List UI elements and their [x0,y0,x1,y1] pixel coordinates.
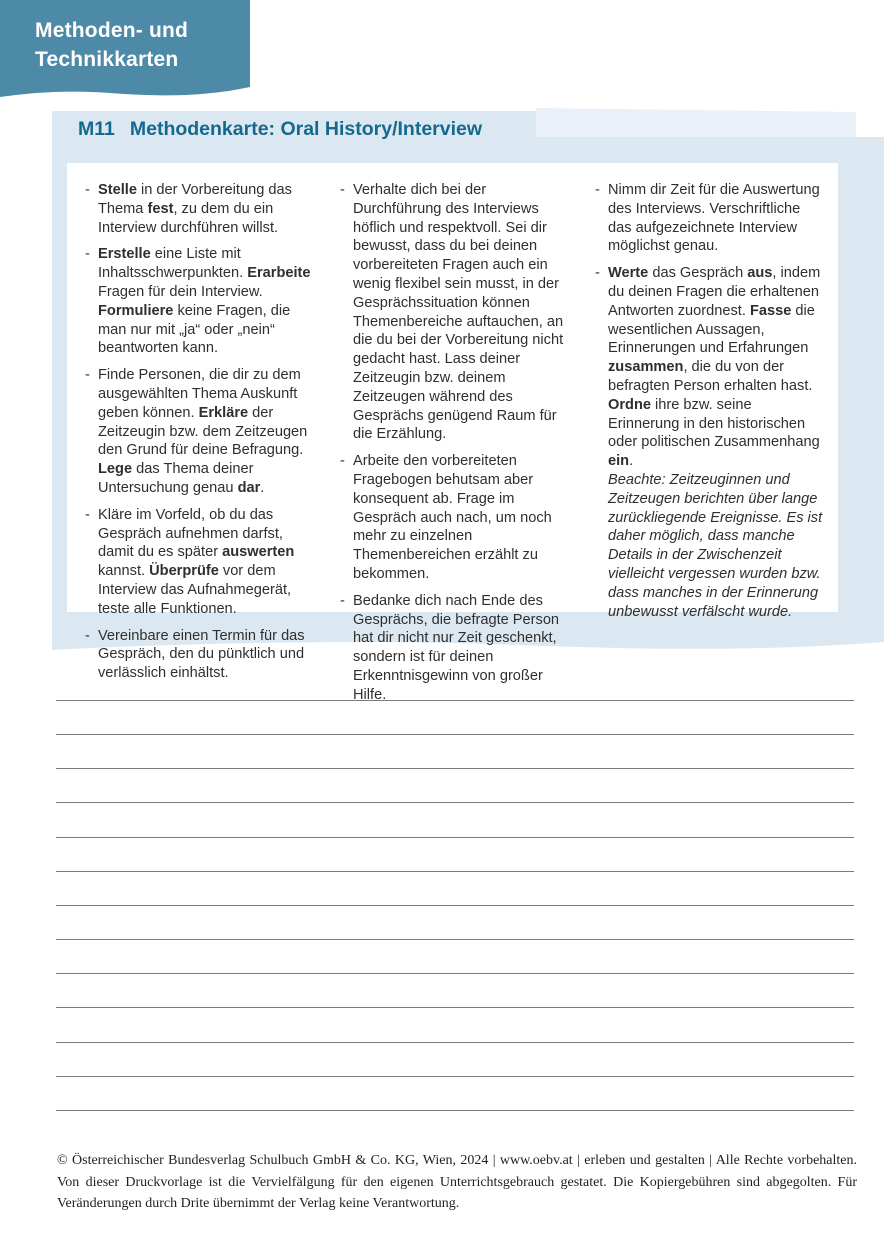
column-evaluation [595,181,824,620]
step-text: Formuliere [98,302,174,319]
step-text: die wesentlichen Aussagen, Erinnerungen und Erfahrungen [608,302,815,357]
step-text: fest [147,200,174,217]
step-text: das Gespräch [648,265,748,282]
step-text: Ordne [608,396,651,413]
bullet-dash: - [340,592,345,609]
writing-line [56,1110,854,1144]
writing-line [56,871,854,905]
step-text: der Zeitzeugin bzw. dem Zeitzeugen den Grund für deine Befragung. [98,404,308,459]
step-text: das Thema deiner Untersuchung genau [98,461,254,496]
step-text: . [629,453,634,470]
writing-line [56,905,854,939]
step-text: Erstelle [98,246,151,263]
method-step [340,452,569,584]
step-text: Nimm dir Zeit für die Auswertung des Interviews. Verschriftliche das aufgezeichnete Interview möglichst genau. [608,182,820,255]
highlight-strip-shape [536,108,856,138]
step-text: Überprüfe [149,563,219,580]
bullet-dash: - [85,627,90,644]
step-text: , die du von der befragten Person erhalten hast. [608,359,813,394]
method-step [595,264,824,621]
step-text: Verhalte dich bei der Durchführung des Interviews höflich und respektvoll. Sei dir bewusst, dass du bei deinen vorbereiteten Fragen auch ein wenig flexibel sein musst, in der Gesprächssituation können Themenbereiche auftauchen, an die du bei der Vorbereitung nicht gedacht hast. Lass deiner Zeitzeugin bzw. deinem Zeitzeugen während des Gesprächs genügend Raum für die Erzählung. [353,182,564,443]
method-step [340,181,569,444]
step-text: Fasse [749,302,792,319]
banner [35,16,188,74]
writing-line [56,802,854,836]
step-text: Erarbeite [247,265,311,282]
step-text: ihre bzw. seine Erinnerung in den historischen oder politischen Zusammenhang [608,396,820,451]
writing-lines [56,700,854,1144]
step-text: Kläre im Vorfeld, ob du das Gespräch aufnehmen darfst, damit du es später [98,506,283,561]
step-text: auswerten [222,544,295,561]
step-text: Bedanke dich nach Ende des Gesprächs, die befragte Person hat dir nicht nur Zeit geschenkt, sondern ist für deinen Erkenntnisgewinn von großer Hilfe. [353,592,560,703]
step-text: Vereinbare einen Termin für das Gespräch, den du pünktlich und verlässlich einhältst. [98,627,305,682]
bullet-dash: - [595,182,600,198]
method-step [595,181,824,256]
copyright-footer: © Österreichischer Bundesverlag Schulbuch GmbH & Co. KG, Wien, 2024 | www.oebv.at | erleben und gestalten | Alle Rechte vorbehalten. Von dieser Druckvorlage ist die Vervielfälgung für den eigenen Unterrichtsgebrauch gestatet. Die Kopiergebühren sind abgegolten. Für Veränderungen durch Drite übernimmt der Verlag keine Verantwortung. [57,1153,857,1211]
bullet-dash: - [340,182,345,198]
step-text: dar [237,479,261,496]
step-text: Stelle [98,182,137,198]
step-text: Erkläre [198,404,249,421]
writing-line [56,1042,854,1076]
step-text: in der Vorbereitung das Thema [98,182,292,217]
step-text: eine Liste mit Inhaltsschwerpunkten. [98,246,248,282]
bullet-dash: - [85,506,90,523]
writing-line [56,973,854,1007]
step-text: , indem du deinen Fragen die erhaltenen Antworten zuordnest. [608,265,821,319]
method-step [85,506,314,619]
banner-line-1: Methoden- und [35,19,189,42]
writing-line [56,700,854,734]
writing-line [56,837,854,871]
column-preparation [85,181,314,682]
method-card-name: Methodenkarte: Oral History/Interview [129,118,483,140]
step-text: . [260,479,265,496]
step-text: Lege [98,461,133,478]
bullet-dash: - [340,453,345,470]
step-text: zusammen [608,359,684,376]
method-step [340,592,569,705]
method-card [67,163,838,703]
bullet-dash: - [85,182,90,198]
step-text: Werte [608,265,649,282]
step-text: kannst. [98,563,150,580]
method-step [85,245,314,358]
bullet-dash: - [85,246,90,263]
step-text: ein [608,453,630,470]
step-text: Finde Personen, die dir zu dem ausgewählten Thema Auskunft geben können. [98,367,301,421]
method-step [85,181,314,237]
step-text: keine Fragen, die man nur mit „ja“ oder „nein“ beantworten kann. [98,302,291,357]
writing-line [56,768,854,802]
bullet-dash: - [85,367,90,384]
step-text: , zu dem du ein Interview durchführen willst. [98,200,279,236]
writing-line [56,1007,854,1041]
step-text: Fragen für dein Interview. [98,283,263,300]
page-title [78,118,482,141]
writing-line [56,734,854,768]
step-text: vor dem Interview das Aufnahmegerät, teste alle Funktionen. [98,563,292,617]
method-step [85,366,314,498]
method-card-code: M11 [78,118,115,140]
method-step [85,627,314,683]
banner-line-2: Technikkarten [35,48,179,71]
step-text: aus [747,265,773,282]
writing-line [56,939,854,973]
step-text: Beachte: Zeitzeuginnen und Zeitzeugen berichten über lange zurückliegende Ereignisse. Es ist daher möglich, dass manche Details in der Zwischenzeit vielleicht vergessen wurden bzw. dass manches in der Erinnerung unbewusst verfälscht wurde. [608,471,823,620]
bullet-dash: - [595,265,600,282]
writing-line [56,1076,854,1110]
step-text: Arbeite den vorbereiteten Fragebogen behutsam aber konsequent ab. Frage im Gespräch auch nach, um noch mehr zu einzelnen Themenbereichen erzählt zu bekommen. [353,453,552,582]
column-execution [340,181,569,703]
